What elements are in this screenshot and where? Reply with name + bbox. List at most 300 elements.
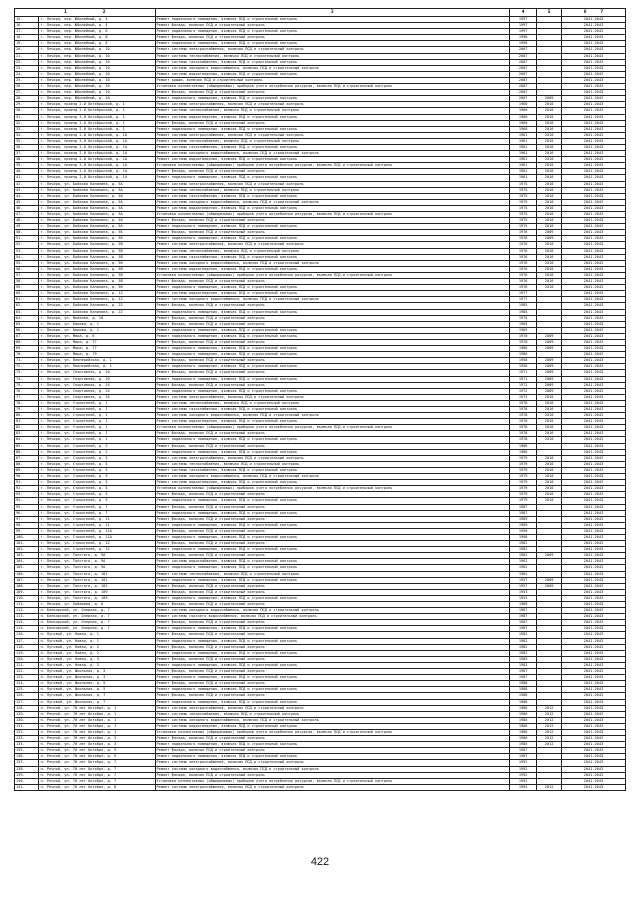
row-address: п. Луговой, ул. Новая, д. 1 (39, 638, 155, 644)
row-work-type: Ремонт системы электроснабжения, включая ПСД и строительный контроль (155, 760, 509, 766)
row-prev-repair: 2010 (537, 413, 561, 419)
row-work-type: Ремонт системы водоснабжения, включая ПСД и строительный контроль (155, 559, 509, 565)
row-build-year: 1961 (509, 151, 536, 157)
row-number: 81. (15, 419, 39, 425)
row-number: 47. (15, 212, 39, 218)
row-address: г. Печора, ул. Толстого, д. 109 (39, 595, 155, 601)
row-work-type: Ремонт системы водоотведения, включая ПСД и строительный контроль (155, 71, 509, 77)
row-number: 53. (15, 248, 39, 254)
row-build-year: 1962 (509, 553, 536, 559)
row-build-year: 1998 (509, 35, 536, 41)
row-build-year: 1960 (509, 108, 536, 114)
row-number: 88. (15, 461, 39, 467)
row-planned-period: 2041-2043 (561, 699, 625, 705)
row-prev-repair: 2009 (537, 333, 561, 339)
row-work-type: Ремонт системы холодного водоснабжения, включая ПСД и строительный контроль (155, 151, 509, 157)
row-address: г. Печора, ул. Строителей, д. 7 (39, 504, 155, 510)
row-address: г. Печора, ул. Строителей, д. 1 (39, 413, 155, 419)
row-number: 19. (15, 41, 39, 47)
row-work-type: Ремонт системы электроснабжения, включая ПСД и строительный контроль (155, 784, 509, 790)
row-planned-period: 2041-2043 (561, 486, 625, 492)
row-work-type: Ремонт фасада, включая ПСД и строительный контроль (155, 431, 509, 437)
row-build-year: 1972 (509, 382, 536, 388)
row-planned-period: 2041-2043 (561, 748, 625, 754)
row-build-year: 1992 (509, 772, 536, 778)
row-work-type: Ремонт подвального помещения, включая ПСД и строительный контроль (155, 17, 509, 23)
row-planned-period: 2041-2043 (561, 516, 625, 522)
row-number: 73. (15, 370, 39, 376)
row-address: п. Речной, ул. 70 лет Октября, д. 5 (39, 748, 155, 754)
row-address: г. Печора, ул. Бойкова Калинина, д. 5А (39, 205, 155, 211)
row-address: г. Печора, ул. Строителей, д. 1 (39, 425, 155, 431)
row-work-type: Ремонт подвального помещения, включая ПСД и строительный контроль (155, 595, 509, 601)
row-prev-repair: 2010 (537, 407, 561, 413)
row-build-year: 1972 (509, 388, 536, 394)
row-prev-repair: 2009 (537, 376, 561, 382)
row-number: 140. (15, 778, 39, 784)
row-work-type: Ремонт фасада, включая ПСД и строительный контроль (155, 120, 509, 126)
row-planned-period: 2041-2043 (561, 534, 625, 540)
row-number: 69. (15, 346, 39, 352)
row-number: 92. (15, 486, 39, 492)
row-build-year: 2007 (509, 47, 536, 53)
row-work-type: Ремонт подвального помещения, включая ПСД и строительный контроль (155, 346, 509, 352)
row-build-year: 1985 (509, 309, 536, 315)
row-number: 90. (15, 474, 39, 480)
row-prev-repair: 2012 (537, 742, 561, 748)
row-work-type: Ремонт системы холодного водоснабжения, включая ПСД и строительный контроль (155, 717, 509, 723)
row-prev-repair: 2010 (537, 425, 561, 431)
row-planned-period: 2041-2043 (561, 260, 625, 266)
row-build-year: 1958 (509, 364, 536, 370)
row-number: 76. (15, 388, 39, 394)
row-build-year: 1982 (509, 650, 536, 656)
row-address: г. Печора, проезд 2-й Октябрьский, д. 1А (39, 163, 155, 169)
row-build-year: 1962 (509, 571, 536, 577)
row-planned-period: 2041-2043 (561, 175, 625, 181)
row-address: г. Печора, ул. Кирова, д. 1 (39, 327, 155, 333)
row-build-year: 1990 (509, 528, 536, 534)
row-work-type: Ремонт фасада, включая ПСД и строительный контроль (155, 583, 509, 589)
row-number: 42. (15, 181, 39, 187)
row-address: г. Печора, ул. Кирова, д. 1 (39, 321, 155, 327)
row-planned-period: 2041-2043 (561, 138, 625, 144)
row-number: 54. (15, 254, 39, 260)
row-number: 97. (15, 516, 39, 522)
row-number: 37. (15, 151, 39, 157)
row-number: 36. (15, 144, 39, 150)
row-build-year: 1988 (509, 699, 536, 705)
row-address: г. Печора, ул. Войкова, д. 10 (39, 315, 155, 321)
row-build-year: 1989 (509, 516, 536, 522)
row-planned-period: 2041-2043 (561, 126, 625, 132)
row-build-year: 1987 (509, 748, 536, 754)
row-planned-period: 2041-2043 (561, 571, 625, 577)
row-address: г. Печора, ул. Строителей, д. 12 (39, 541, 155, 547)
row-number: 29. (15, 102, 39, 108)
row-planned-period: 2041-2043 (561, 400, 625, 406)
row-number: 30. (15, 108, 39, 114)
row-work-type: Ремонт фасада, включая ПСД и строительный контроль (155, 632, 509, 638)
row-prev-repair: 2010 (537, 169, 561, 175)
row-planned-period: 2041-2043 (561, 589, 625, 595)
row-build-year: 1987 (509, 608, 536, 614)
row-address: г. Печора, ул. Бойкова Калинина, д. 5А (39, 212, 155, 218)
row-work-type: Ремонт системы электроснабжения, включая ПСД и строительный контроль (155, 242, 509, 248)
row-planned-period: 2041-2043 (561, 285, 625, 291)
row-number: 82. (15, 425, 39, 431)
row-planned-period: 2041-2043 (561, 437, 625, 443)
row-work-type: Ремонт подвального помещения, включая ПСД и строительный контроль (155, 29, 509, 35)
row-build-year: 1975 (509, 181, 536, 187)
row-work-type: Ремонт фасада, включая ПСД и строительный контроль (155, 772, 509, 778)
row-build-year: 2007 (509, 71, 536, 77)
row-number: 64. (15, 315, 39, 321)
row-planned-period: 2041-2043 (561, 602, 625, 608)
row-prev-repair: 2012 (537, 717, 561, 723)
row-work-type: Ремонт подвального помещения, включая ПСД и строительный контроль (155, 699, 509, 705)
row-prev-repair: 2010 (537, 138, 561, 144)
row-address: г. Печора, ул. Строителей, д. 12 (39, 547, 155, 553)
row-number: 104. (15, 559, 39, 565)
row-work-type: Ремонт системы газоснабжения, включая ПСД и строительный контроль (155, 193, 509, 199)
row-address: г. Печора, ул. Строителей, д. 5 (39, 467, 155, 473)
row-work-type: Ремонт подвального помещения, включая ПСД и строительный контроль (155, 41, 509, 47)
row-address: г. Печора, ул. Бойкова Калинина, д. 5В (39, 248, 155, 254)
row-build-year: 1975 (509, 218, 536, 224)
row-planned-period: 2041-2043 (561, 711, 625, 717)
row-planned-period: 2041-2043 (561, 248, 625, 254)
row-address: п. Луговой, ул. Школьная, д. 7 (39, 699, 155, 705)
row-planned-period: 2041-2043 (561, 675, 625, 681)
row-number: 32. (15, 120, 39, 126)
row-build-year: 1961 (509, 144, 536, 150)
row-number: 121. (15, 662, 39, 668)
row-number: 126. (15, 693, 39, 699)
row-build-year: 1985 (509, 303, 536, 309)
row-planned-period: 2041-2043 (561, 376, 625, 382)
row-build-year: 1987 (509, 675, 536, 681)
row-build-year: 1979 (509, 480, 536, 486)
row-planned-period: 2041-2043 (561, 77, 625, 83)
row-number: 137. (15, 760, 39, 766)
row-build-year: 1986 (509, 723, 536, 729)
row-address: г. Печора, ул. Мира, д. 77 (39, 339, 155, 345)
row-work-type: Ремонт системы газоснабжения, включая ПСД и строительный контроль (155, 254, 509, 260)
row-address: г. Печора, ул. Строителей, д. 5 (39, 498, 155, 504)
row-work-type: Ремонт подвального помещения, включая ПСД и строительный контроль (155, 577, 509, 583)
row-build-year: 1986 (509, 449, 536, 455)
row-number: 98. (15, 522, 39, 528)
row-number: 100. (15, 534, 39, 540)
row-build-year: 1987 (509, 504, 536, 510)
row-address: г. Печора, ул. Спортивная, д. 24 (39, 388, 155, 394)
row-address: г. Печора, проезд 2-й Октябрьский, д. 1А (39, 157, 155, 163)
row-planned-period: 2041-2043 (561, 480, 625, 486)
row-build-year: 1957 (509, 583, 536, 589)
row-address: п. Речной, ул. 70 лет Октября, д. 8 (39, 784, 155, 790)
row-planned-period: 2041-2043 (561, 84, 625, 90)
row-planned-period: 2041-2043 (561, 693, 625, 699)
row-prev-repair: 2012 (537, 729, 561, 735)
row-address: г. Печора, ул. Бойкова Калинина, д. 22 (39, 309, 155, 315)
row-address: п. Речной, ул. 70 лет Октября, д. 7 (39, 778, 155, 784)
column-header-1-2: 1 2 (15, 9, 156, 17)
row-prev-repair: 2010 (537, 260, 561, 266)
row-work-type: Ремонт фасада, включая ПСД и строительный контроль (155, 589, 509, 595)
row-build-year: 1982 (509, 638, 536, 644)
row-prev-repair: 2010 (537, 157, 561, 163)
row-number: 128. (15, 705, 39, 711)
row-address: г. Печора, ул. Строителей, д. 11А (39, 534, 155, 540)
row-address: г. Печора, пер. Юбилейный, д. 10 (39, 77, 155, 83)
table-body (15, 17, 626, 791)
row-work-type: Ремонт фасада, включая ПСД и строительный контроль (155, 35, 509, 41)
row-number: 45. (15, 199, 39, 205)
row-prev-repair: 2010 (537, 187, 561, 193)
row-number: 59. (15, 285, 39, 291)
row-build-year: 1988 (509, 681, 536, 687)
row-build-year: 1983 (509, 662, 536, 668)
row-prev-repair: 2009 (537, 339, 561, 345)
row-planned-period: 2041-2043 (561, 455, 625, 461)
row-planned-period: 2041-2043 (561, 53, 625, 59)
row-prev-repair: 2010 (537, 279, 561, 285)
row-planned-period: 2041-2043 (561, 760, 625, 766)
row-work-type: Ремонт системы теплоснабжения, включая ПСД и строительный контроль (155, 400, 509, 406)
column-header-5: 5 (537, 9, 561, 17)
row-number: 33. (15, 126, 39, 132)
row-prev-repair: 2009 (537, 346, 561, 352)
row-work-type: Ремонт фасада, включая ПСД и строительный контроль (155, 541, 509, 547)
row-address: г. Печора, пер. Юбилейный, д. 8 (39, 35, 155, 41)
row-planned-period: 2041-2043 (561, 47, 625, 53)
row-work-type: Ремонт фасада, включая ПСД и строительный контроль (155, 443, 509, 449)
column-header-3: 3 (155, 9, 509, 17)
row-planned-period: 2041-2043 (561, 492, 625, 498)
row-planned-period: 2041-2043 (561, 474, 625, 480)
column-number-row (15, 9, 626, 17)
row-build-year: 1978 (509, 437, 536, 443)
row-number: 72. (15, 364, 39, 370)
row-work-type: Установка коллективных (общедомовых) приборов учета потребления ресурсов, включая ПСД и строительный контроль (155, 212, 509, 218)
row-work-type: Ремонт системы водоотведения, включая ПСД и строительный контроль (155, 723, 509, 729)
row-build-year: 2007 (509, 53, 536, 59)
row-work-type: Установка коллективных (общедомовых) приборов учета потребления ресурсов, включая ПСД и строительный контроль (155, 425, 509, 431)
row-address: г. Печора, ул. Толстого, д. 101 (39, 577, 155, 583)
row-build-year: 1978 (509, 431, 536, 437)
row-address: г. Печора, ул. Бойкова Калинина, д. 22 (39, 303, 155, 309)
row-work-type: Ремонт системы газоснабжения, включая ПСД и строительный контроль (155, 407, 509, 413)
row-address: г. Печора, пер. Юбилейный, д. 8 (39, 41, 155, 47)
row-work-type: Ремонт фасада, включая ПСД и строительный контроль (155, 492, 509, 498)
row-planned-period: 2041-2043 (561, 346, 625, 352)
page-number: 422 (310, 856, 330, 868)
row-planned-period: 2041-2043 (561, 181, 625, 187)
row-planned-period: 2041-2043 (561, 541, 625, 547)
row-build-year: 1976 (509, 236, 536, 242)
row-build-year: 1976 (509, 260, 536, 266)
row-prev-repair: 2010 (537, 132, 561, 138)
row-build-year: 1990 (509, 534, 536, 540)
row-number: 131. (15, 723, 39, 729)
row-address: г. Печора, ул. Толстого, д. 9А (39, 553, 155, 559)
row-planned-period: 2041-2043 (561, 553, 625, 559)
row-address: г. Печора, ул. Строителей, д. 1 (39, 400, 155, 406)
row-prev-repair: 2010 (537, 486, 561, 492)
row-work-type: Ремонт фасада, включая ПСД и строительный контроль (155, 90, 509, 96)
row-planned-period: 2041-2043 (561, 614, 625, 620)
row-number: 26. (15, 84, 39, 90)
row-planned-period: 2041-2043 (561, 583, 625, 589)
row-prev-repair: 2009 (537, 382, 561, 388)
row-number: 114. (15, 620, 39, 626)
row-build-year: 1971 (509, 370, 536, 376)
row-prev-repair: 2012 (537, 723, 561, 729)
row-number: 75. (15, 382, 39, 388)
row-address: г. Печора, ул. Строителей, д. 5 (39, 480, 155, 486)
row-prev-repair: 2009 (537, 577, 561, 583)
row-prev-repair: 2010 (537, 108, 561, 114)
row-prev-repair: 2010 (537, 254, 561, 260)
row-build-year: 1986 (509, 346, 536, 352)
row-planned-period: 2041-2043 (561, 784, 625, 790)
row-prev-repair: 2010 (537, 181, 561, 187)
row-address: г. Печора, ул. Строителей, д. 1 (39, 407, 155, 413)
row-build-year: 1986 (509, 742, 536, 748)
row-address: п. Речной, ул. 70 лет Октября, д. 1 (39, 717, 155, 723)
row-prev-repair: 2010 (537, 480, 561, 486)
row-work-type: Ремонт подвального помещения, включая ПСД и строительный контроль (155, 626, 509, 632)
row-address: г. Печора, пер. Юбилейный, д. 4 (39, 17, 155, 23)
row-build-year: 1979 (509, 461, 536, 467)
row-number: 135. (15, 748, 39, 754)
row-address: г. Печора, ул. Строителей, д. 5 (39, 474, 155, 480)
row-planned-period: 2041-2043 (561, 717, 625, 723)
row-prev-repair: 2010 (537, 248, 561, 254)
row-prev-repair: 2010 (537, 205, 561, 211)
row-planned-period: 2041-2043 (561, 650, 625, 656)
row-work-type: Ремонт подвального помещения, включая ПСД и строительный контроль (155, 309, 509, 315)
row-build-year: 1970 (509, 339, 536, 345)
row-planned-period: 2041-2043 (561, 766, 625, 772)
row-address: г. Печора, ул. Бойкова Калинина, д. 5В (39, 242, 155, 248)
row-address: г. Печора, ул. Строителей, д. 1 (39, 431, 155, 437)
row-build-year: 1960 (509, 102, 536, 108)
row-number: 129. (15, 711, 39, 717)
row-address: п. Белоярский, ул. Озерная, д. 7 (39, 608, 155, 614)
column-header-4: 4 (509, 9, 536, 17)
row-address: г. Печора, проезд 2-й Октябрьский, д. 1А (39, 151, 155, 157)
row-planned-period: 2041-2043 (561, 413, 625, 419)
row-planned-period: 2041-2043 (561, 644, 625, 650)
row-address: г. Печора, пер. Юбилейный, д. 10 (39, 90, 155, 96)
row-build-year: 1983 (509, 656, 536, 662)
row-work-type: Ремонт системы холодного водоснабжения, включая ПСД и строительный контроль (155, 199, 509, 205)
row-planned-period: 2041-2043 (561, 199, 625, 205)
row-address: г. Печора, ул. Строителей, д. 11 (39, 516, 155, 522)
row-work-type: Ремонт крыши, включая ПСД и строительный контроль (155, 77, 509, 83)
row-planned-period: 2041-2043 (561, 71, 625, 77)
row-number: 15. (15, 17, 39, 23)
row-planned-period: 2041-2043 (561, 754, 625, 760)
row-build-year: 1975 (509, 193, 536, 199)
row-number: 111. (15, 602, 39, 608)
row-planned-period: 2041-2043 (561, 339, 625, 345)
row-number: 86. (15, 449, 39, 455)
row-prev-repair: 2012 (537, 711, 561, 717)
row-address: г. Печора, ул. Строителей, д. 2 (39, 443, 155, 449)
row-planned-period: 2041-2043 (561, 559, 625, 565)
row-prev-repair: 2009 (537, 230, 561, 236)
row-address: г. Печора, проезд 2-й Октябрьский, д. 1А (39, 144, 155, 150)
row-work-type: Ремонт подвального помещения, включая ПСД и строительный контроль (155, 675, 509, 681)
row-planned-period: 2041-2043 (561, 394, 625, 400)
row-planned-period: 2041-2043 (561, 35, 625, 41)
row-work-type: Ремонт системы водоотведения, включая ПСД и строительный контроль (155, 157, 509, 163)
row-build-year: 1982 (509, 547, 536, 553)
row-address: г. Печора, ул. Бойкова Калинина, д. 5А (39, 181, 155, 187)
row-build-year: 1987 (509, 754, 536, 760)
row-planned-period: 2041-2043 (561, 193, 625, 199)
row-address: п. Речной, ул. 70 лет Октября, д. 7 (39, 766, 155, 772)
row-build-year: 1961 (509, 169, 536, 175)
row-planned-period: 2041-2043 (561, 59, 625, 65)
row-build-year: 1986 (509, 711, 536, 717)
row-work-type: Ремонт системы теплоснабжения, включая ПСД и строительный контроль (155, 187, 509, 193)
row-number: 74. (15, 376, 39, 382)
row-work-type: Ремонт системы электроснабжения, включая ПСД и строительный контроль (155, 102, 509, 108)
row-prev-repair: 2010 (537, 492, 561, 498)
row-number: 91. (15, 480, 39, 486)
row-planned-period: 2041-2043 (561, 114, 625, 120)
row-planned-period: 2041-2043 (561, 577, 625, 583)
row-address: г. Печора, ул. Пионерийская, д. 1 (39, 358, 155, 364)
row-address: г. Печора, ул. Бойкова Калинина, д. 5В (39, 254, 155, 260)
row-address: г. Печора, пер. Юбилейный, д. 10 (39, 84, 155, 90)
row-number: 78. (15, 400, 39, 406)
row-build-year: 1988 (509, 693, 536, 699)
row-address: п. Речной, ул. 70 лет Октября, д. 5 (39, 754, 155, 760)
row-number: 43. (15, 187, 39, 193)
row-address: г. Печора, проезд 2-й Октябрьский, д. 1 (39, 108, 155, 114)
row-build-year: 1992 (509, 778, 536, 784)
row-number: 21. (15, 53, 39, 59)
row-planned-period: 2041-2043 (561, 729, 625, 735)
row-address: п. Речной, ул. 70 лет Октября, д. 7 (39, 760, 155, 766)
row-planned-period: 2041-2043 (561, 370, 625, 376)
row-build-year: 1982 (509, 632, 536, 638)
row-address: г. Печора, ул. Строителей, д. 11А (39, 528, 155, 534)
row-number: 115. (15, 626, 39, 632)
row-number: 136. (15, 754, 39, 760)
row-address: г. Печора, ул. Строителей, д. 5 (39, 455, 155, 461)
row-number: 20. (15, 47, 39, 53)
row-work-type: Ремонт подвального помещения, включая ПСД и строительный контроль (155, 236, 509, 242)
row-prev-repair: 2010 (537, 285, 561, 291)
row-number: 125. (15, 687, 39, 693)
row-prev-repair: 2009 (537, 370, 561, 376)
row-planned-period: 2041-2043 (561, 352, 625, 358)
row-work-type: Ремонт подвального помещения, включая ПСД и строительный контроль (155, 534, 509, 540)
row-planned-period: 2041-2043 (561, 736, 625, 742)
row-address: г. Печора, ул. Мира, д. 79 (39, 352, 155, 358)
row-planned-period: 2041-2043 (561, 565, 625, 571)
row-build-year: 1978 (509, 419, 536, 425)
row-planned-period: 2041-2043 (561, 723, 625, 729)
row-build-year: 1988 (509, 687, 536, 693)
row-build-year: 1986 (509, 705, 536, 711)
